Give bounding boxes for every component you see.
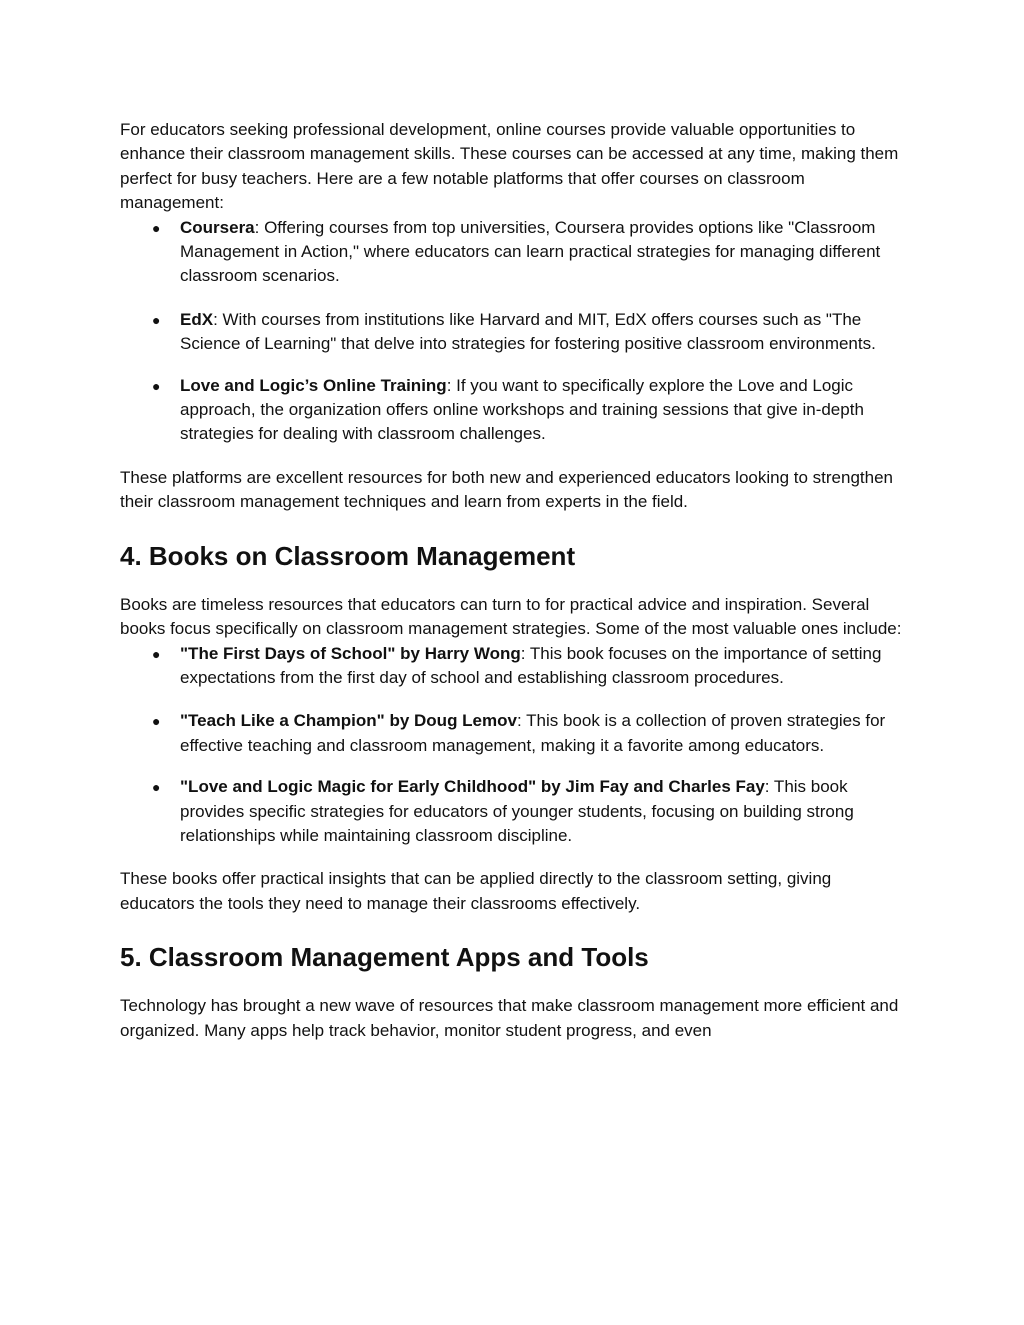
book-description: : This book provides specific strategies for educators of younger students, focusing on building strong relationships while maintaining classroom discipline.: [180, 777, 854, 845]
platform-description: : If you want to specifically explore the Love and Logic approach, the organization offers online workshops and training sessions that give in-depth strategies for dealing with classroom challenges.: [180, 375, 864, 444]
apps-intro: Technology has brought a new wave of resources that make classroom management more efficient and organized. Many apps help track behavior, monitor student progress, and even: [120, 996, 899, 1040]
books-intro: Books are timeless resources that educators can turn to for practical advice and inspiration. Several books focus specifically on classroom management strategies. Some of the most valuable ones include:: [120, 594, 902, 639]
books-summary: These books offer practical insights that can be applied directly to the classroom setting, giving educators the tools they need to manage their classrooms effectively.: [120, 869, 832, 913]
list-item: [120, 709, 910, 758]
intro-paragraph: For educators seeking professional development, online courses provide valuable opportunities to enhance their classroom management skills. These courses can be accessed at any time, making them perfect for busy teachers. Here are a few notable platforms that offer courses on classroom management:: [120, 120, 899, 213]
bullet-icon: ●: [152, 779, 161, 796]
list-item: [120, 642, 910, 691]
book-title: "The First Days of School" by Harry Wong: [180, 643, 521, 663]
document-page: [120, 118, 910, 1043]
platform-name: Coursera: [180, 217, 255, 237]
platform-name: Love and Logic’s Online Training: [180, 375, 447, 395]
book-title: "Teach Like a Champion" by Doug Lemov: [180, 711, 517, 731]
list-item: [120, 308, 910, 357]
bullet-icon: ●: [152, 311, 161, 328]
bullet-icon: ●: [152, 713, 161, 730]
platform-description: : Offering courses from top universities, Coursera provides options like "Classroom Management in Action," where educators can learn practical strategies for managing different classroom scenarios.: [180, 217, 881, 286]
book-description: : This book is a collection of proven strategies for effective teaching and classroom management, making it a favorite among educators.: [180, 711, 886, 755]
list-item: [120, 775, 910, 848]
book-description: : This book focuses on the importance of setting expectations from the first day of school and establishing classroom procedures.: [180, 643, 882, 687]
platform-description: : With courses from institutions like Harvard and MIT, EdX offers courses such as "The Science of Learning" that delve into strategies for fostering positive classroom environments.: [180, 309, 876, 354]
platforms-summary: These platforms are excellent resources for both new and experienced educators looking to strengthen their classroom management techniques and learn from experts in the field.: [120, 467, 894, 512]
platform-name: EdX: [180, 309, 214, 329]
list-item: [120, 216, 910, 289]
bullet-icon: ●: [152, 219, 161, 236]
section-heading-books: 4. Books on Classroom Management: [120, 540, 576, 571]
bullet-icon: ●: [152, 377, 161, 394]
list-item: [120, 374, 910, 447]
book-title: "Love and Logic Magic for Early Childhood" by Jim Fay and Charles Fay: [180, 777, 765, 797]
books-list: [120, 642, 910, 849]
bullet-icon: ●: [152, 645, 161, 662]
section-heading-apps: 5. Classroom Management Apps and Tools: [120, 942, 649, 973]
platforms-list: [120, 216, 910, 447]
